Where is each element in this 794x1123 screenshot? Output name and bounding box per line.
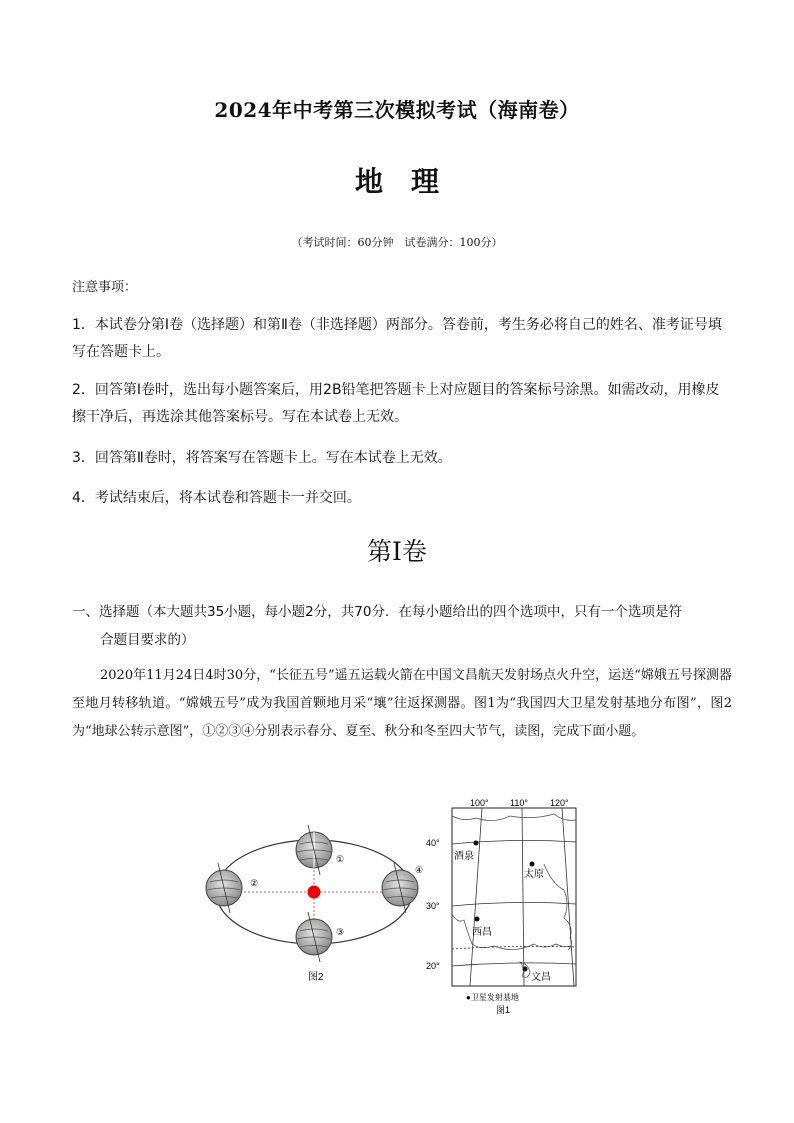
marker-2: ② — [250, 878, 259, 888]
globe-position-2 — [206, 863, 258, 913]
map-legend: ●卫星发射基地 — [466, 993, 519, 1002]
section-heading — [72, 598, 732, 654]
base-label-xichang: 西昌 — [472, 927, 492, 938]
figure1-caption: 图1 — [496, 1005, 511, 1015]
globe-position-1 — [296, 825, 344, 875]
note-item-2: 2．回答第Ⅰ卷时，选出每小题答案后，用2B铅笔把答题卡上对应题目的答案标号涂黑。如需改动，用橡皮擦干净后，再选涂其他答案标号。写在本试卷上无效。 — [72, 382, 720, 425]
longitude-110: 110° — [510, 798, 528, 808]
notes-heading: 注意事项： — [72, 280, 138, 295]
globe-position-4 — [382, 863, 423, 913]
longitude-100: 100° — [470, 798, 489, 808]
map-frame — [452, 808, 576, 986]
marker-3: ③ — [336, 927, 345, 937]
base-label-wenchang: 文昌 — [531, 972, 551, 983]
question-passage: 2020年11月24日4时30分，“长征五号”遥五运载火箭在中国文昌航天发射场点火升空，运送“嫦娥五号探测器至地月转移轨道。“嫦娥五号”成为我国首颗地月采“壤”往返探测器。图1为“我国四大卫星发射基地分布图”，图2为“地球公转示意图”，①②③④分别表示春分、夏至、秋分和冬至四大节气，读图，完成下面小题。 — [72, 668, 732, 739]
globe-position-3 — [296, 912, 344, 962]
note-item-4: 4．考试结束后，将本试卷和答题卡一并交回。 — [72, 490, 361, 506]
subject-title: 地理 — [354, 165, 467, 198]
exam-info: （考试时间：60分钟 试卷满分：100分） — [291, 236, 503, 249]
note-item-3: 3．回答第Ⅱ卷时，将答案写在答题卡上。写在本试卷上无效。 — [72, 450, 452, 466]
figure2-orbit-diagram — [196, 820, 436, 995]
figure2-caption: 图2 — [308, 972, 324, 983]
volume-title: 第Ⅰ卷 — [367, 537, 427, 566]
latitude-20: 20° — [426, 961, 440, 971]
latitude-30: 30° — [426, 901, 440, 911]
note-item-1: 1．本试卷分第Ⅰ卷（选择题）和第Ⅱ卷（非选择题）两部分。答卷前，考生务必将自己的姓名、准考证号填写在答题卡上。 — [72, 317, 722, 360]
figure1-map — [424, 794, 584, 1019]
section-heading-line2: 合题目要求的） — [100, 632, 195, 648]
base-label-jiuquan: 酒泉 — [454, 851, 474, 862]
exam-title: 2024年中考第三次模拟考试（海南卷） — [214, 98, 580, 122]
marker-1: ① — [336, 854, 345, 864]
latitude-40: 40° — [426, 838, 440, 848]
base-label-taiyuan: 太原 — [524, 869, 544, 880]
longitude-120: 120° — [550, 798, 569, 808]
section-heading-line1: 一、选择题（本大题共35小题，每小题2分，共70分．在每小题给出的四个选项中，只有一个选项是符 — [72, 604, 682, 620]
marker-4: ④ — [415, 865, 424, 875]
